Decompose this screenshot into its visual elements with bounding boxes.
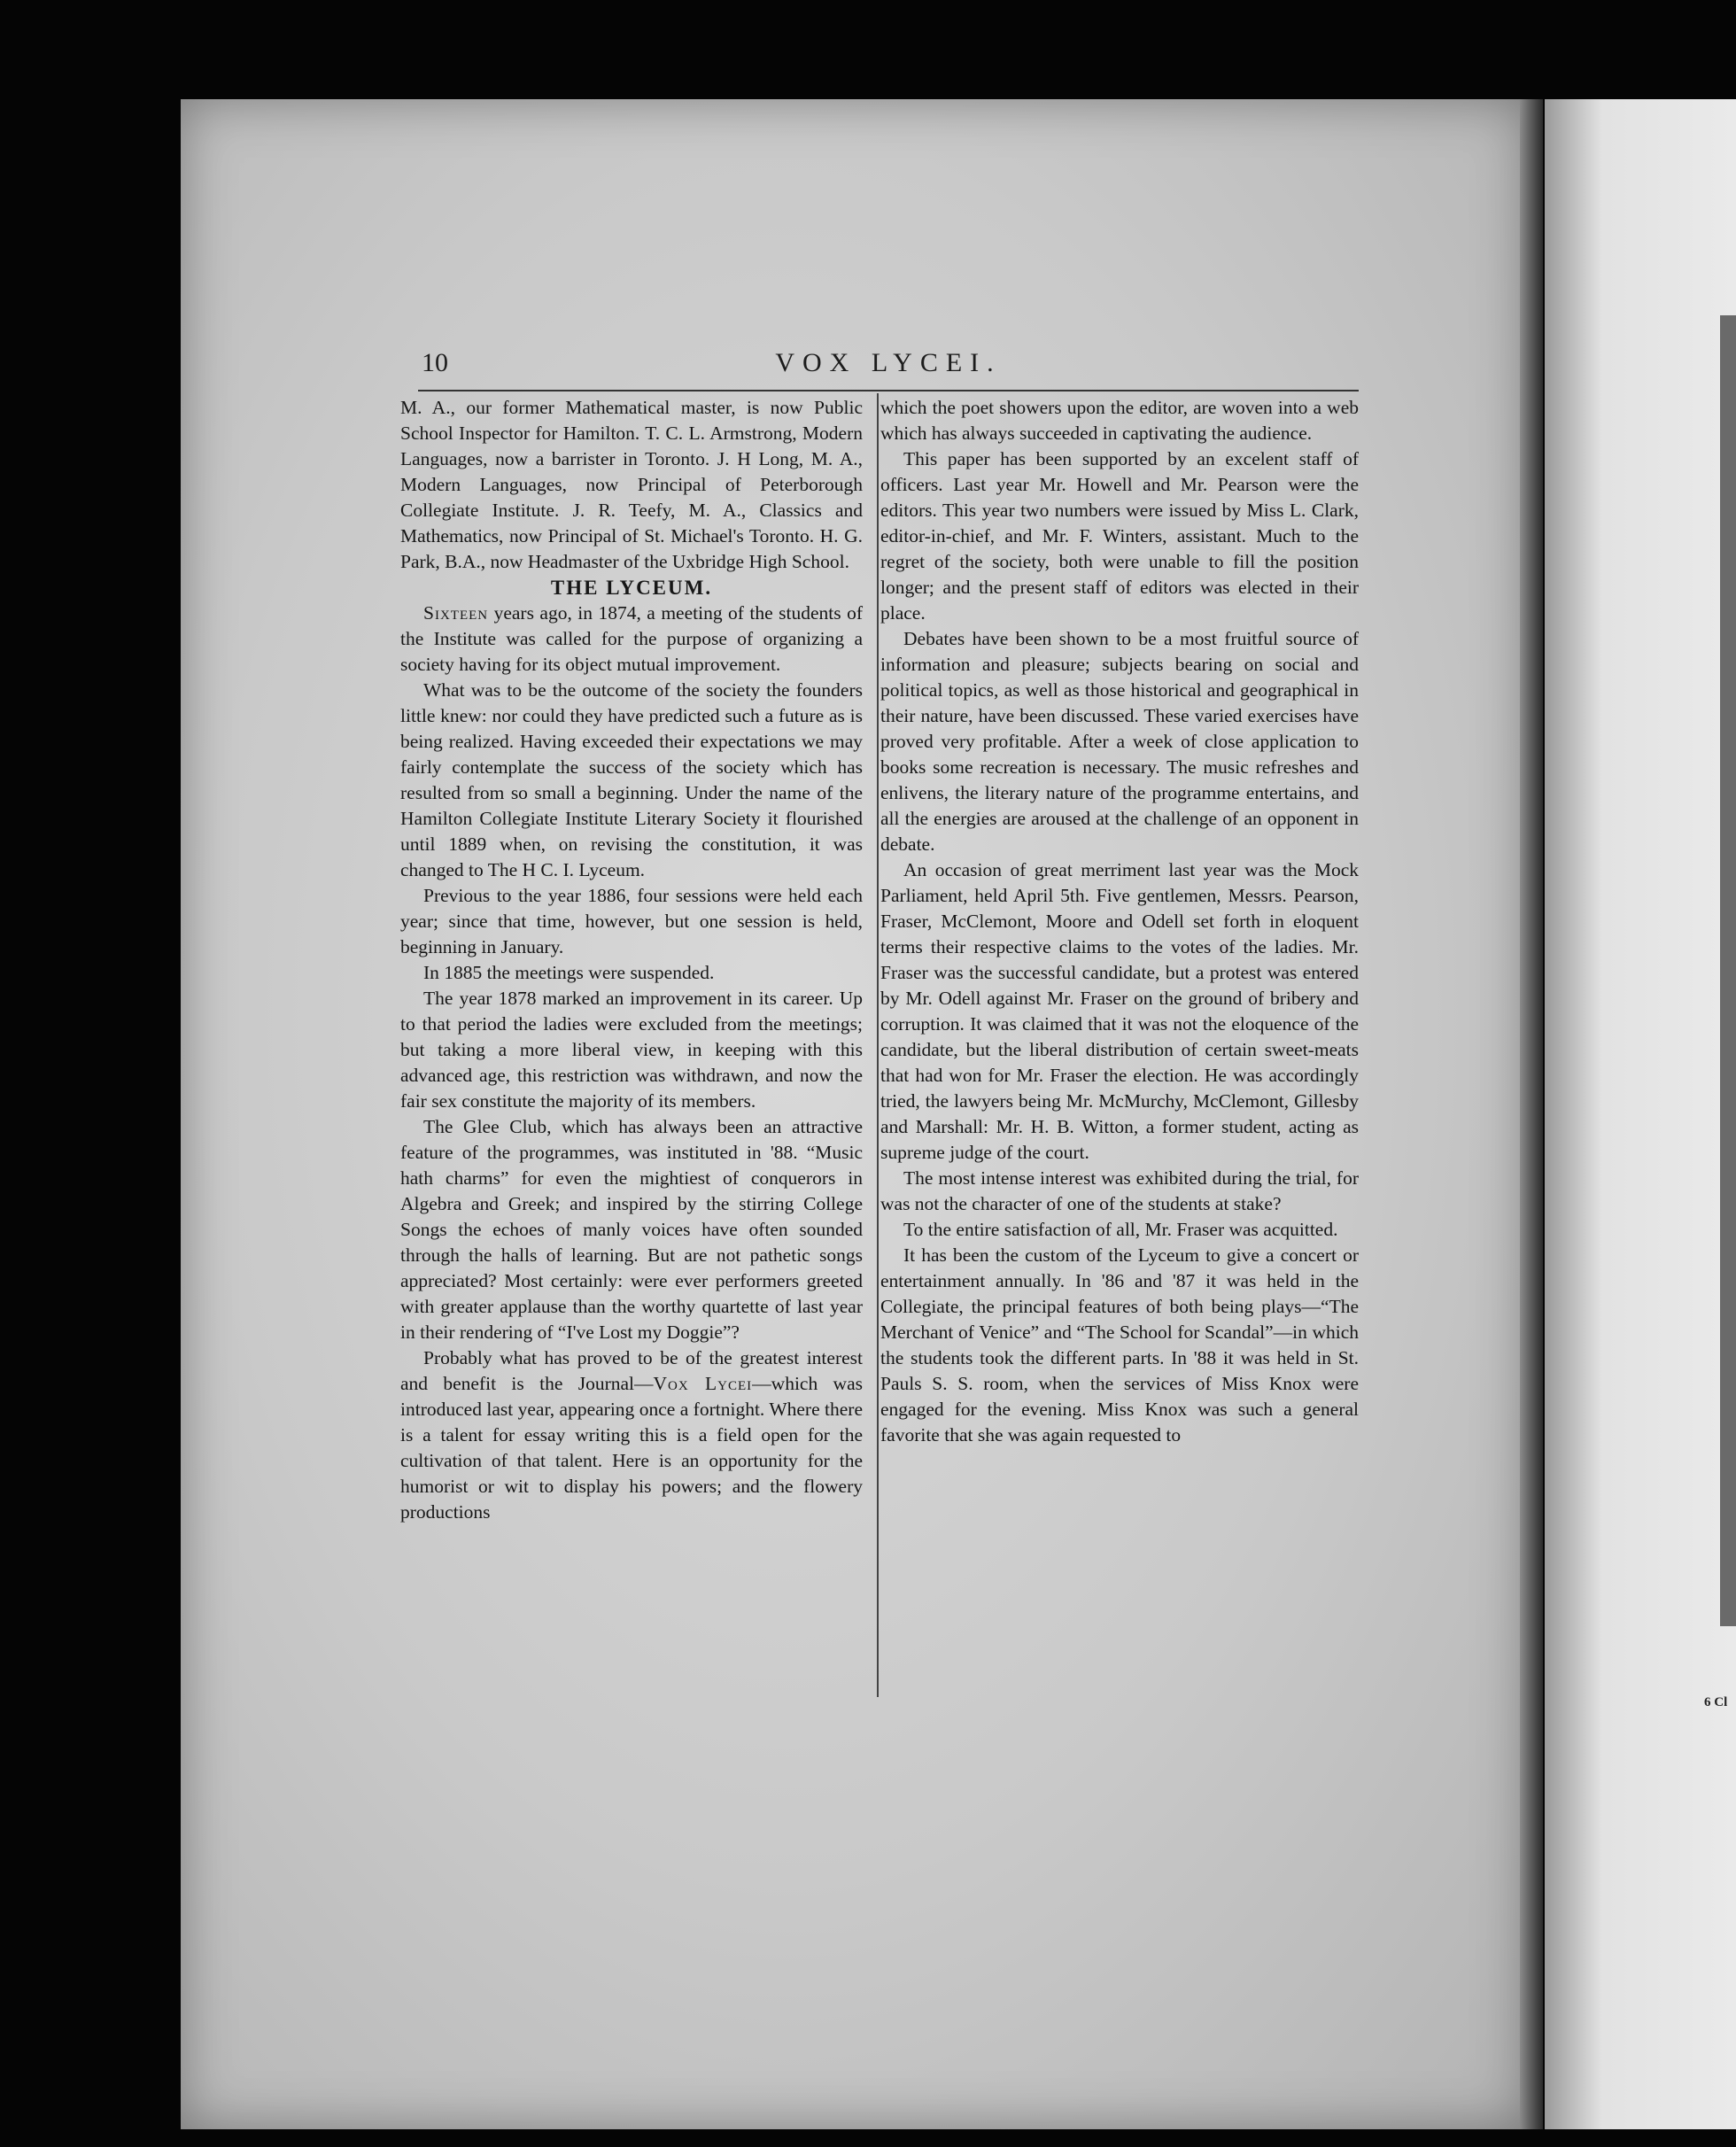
page-header — [418, 348, 1359, 387]
adjacent-page-image — [1720, 315, 1736, 1626]
masthead-title: VOX LYCEI. — [775, 348, 1002, 377]
paragraph-masters: M. A., our former Mathematical master, is now Public School Inspector for Hamilton. T. C. L. Armstrong, Modern Languages, now a barrister in Toronto. J. H Long, M. A., Modern Languages, now Principal of Peterborough Collegiate Institute. J. R. Teefy, M. A., Classics and Mathematics, now Principal of St. Michael's Toronto. H. G. Park, B.A., now Headmaster of the Uxbridge High School. — [400, 397, 863, 572]
paragraph-trial: The most intense interest was exhibited during the trial, for was not the character of one of the students at stake? — [880, 1167, 1359, 1214]
paragraph-concert: It has been the custom of the Lyceum to give a concert or entertainment annually. In '86 and '87 it was held in the Collegiate, the principal features of both being plays—“The Merchant of Venice” and “The School for Scandal”—in which the students took the different parts. In '88 it was held in St. Pauls S. S. room, when the services of Miss Knox were engaged for the evening. Miss Knox was such a general favorite that she was again requested to — [880, 1244, 1359, 1446]
header-rule — [418, 390, 1359, 391]
page-gutter — [1520, 99, 1543, 2129]
left-column — [400, 395, 863, 1525]
paragraph-ladies: The year 1878 marked an improvement in its career. Up to that period the ladies were excluded from the meetings; but taking a more liberal view, in keeping with this advanced age, this restriction was withdrawn, and now the fair sex constitute the majority of its members. — [400, 988, 863, 1112]
drop-lead-word: Sixteen — [423, 602, 489, 624]
section-title: THE LYCEUM. — [550, 577, 713, 599]
paragraph-founding — [400, 601, 863, 678]
right-column — [880, 395, 1359, 1448]
paragraph-journal — [400, 1345, 863, 1525]
paragraph-suspended: In 1885 the meetings were suspended. — [423, 962, 715, 983]
paragraph-sessions: Previous to the year 1886, four sessions were held each year; since that time, however, but one session is held, beginning in January. — [400, 885, 863, 957]
paragraph-acquitted: To the entire satisfaction of all, Mr. Fraser was acquitted. — [903, 1219, 1338, 1240]
paragraph-mock-parliament: An occasion of great merriment last year was the Mock Parliament, held April 5th. Five gentlemen, Messrs. Pearson, Fraser, McClemont, Moore and Odell set forth in eloquent terms their respective claims to the votes of the ladies. Mr. Fraser was the successful candidate, but a protest was entered by Mr. Odell against Mr. Fraser on the ground of bribery and corruption. It was claimed that it was not the eloquence of the candidate, but the liberal distribution of certain sweet-meats that had won for Mr. Fraser the election. He was accordingly tried, the lawyers being Mr. McMurchy, McClemont, Gillesby and Marshall: Mr. H. B. Witton, a former student, acting as supreme judge of the court. — [880, 859, 1359, 1163]
page-number: 10 — [422, 348, 448, 377]
journal-text-before: Probably what has proved to be of the greatest interest and benefit is the Journal— — [400, 1347, 863, 1394]
paragraph-debates: Debates have been shown to be a most fruitful source of information and pleasure; subjects bearing on social and political topics, as well as those historical and geographical in their nature, have been discussed. These varied exercises have proved very profitable. After a week of close application to books some recreation is necessary. The music refreshes and enlivens, the literary nature of the programme entertains, and all the energies are aroused at the challenge of an opponent in debate. — [880, 628, 1359, 855]
adjacent-page — [1545, 99, 1736, 2129]
adjacent-page-label: 6 Cl — [1704, 1695, 1728, 1709]
column-divider — [877, 393, 879, 1697]
paragraph-glee-club: The Glee Club, which has always been an attractive feature of the programmes, was instituted in '88. “Music hath charms” for even the mightiest of conquerors in Algebra and Greek; and inspired by the stirring College Songs the echoes of manly voices have often sounded through the halls of learning. But are not pathetic songs appreciated? Most certainly: were ever performers greeted with greater applause than the worthy quartette of last year in their rendering of “I've Lost my Doggie”? — [400, 1116, 863, 1343]
paragraph-staff: This paper has been supported by an excelent staff of officers. Last year Mr. Howell and Mr. Pearson were the editors. This year two numbers were issued by Miss L. Clark, editor-in-chief, and Mr. F. Winters, assistant. Much to the regret of the society, both were unable to fill the position longer; and the present staff of editors was elected in their place. — [880, 448, 1359, 624]
journal-name: Vox Lycei — [653, 1373, 753, 1394]
paragraph-outcome: What was to be the outcome of the society the founders little knew: nor could they have predicted such a future as is being realized. Having exceeded their expectations we may fairly contemplate the success of the society which has resulted from so small a beginning. Under the name of the Hamilton Collegiate Institute Literary Society it flourished until 1889 when, on revising the constitution, it was changed to The H C. I. Lyceum. — [400, 679, 863, 880]
paragraph-poet: which the poet showers upon the editor, are woven into a web which has always succeeded in captivating the audience. — [880, 397, 1359, 444]
journal-text-after: —which was introduced last year, appearing once a fortnight. Where there is a talent for essay writing this is a field open for the cultivation of that talent. Here is an opportunity for the humorist or wit to display his powers; and the flowery productions — [400, 1373, 863, 1523]
paragraph-founding-text: years ago, in 1874, a meeting of the students of the Institute was called for the purpose of organizing a society having for its object mutual improvement. — [400, 602, 863, 675]
